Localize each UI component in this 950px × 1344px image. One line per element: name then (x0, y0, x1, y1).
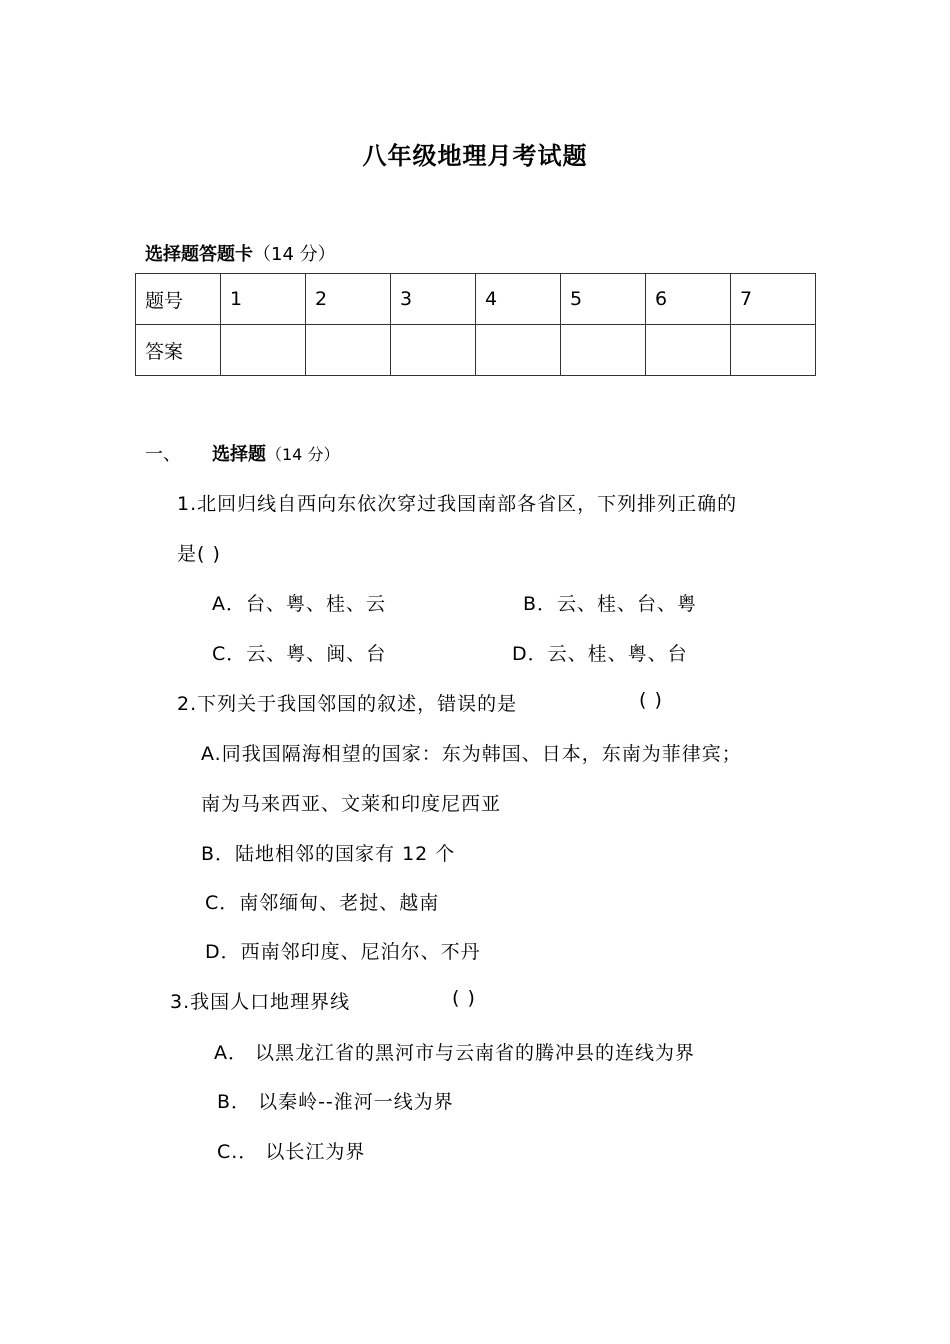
answer-cell[interactable] (646, 325, 731, 376)
q1-stem-line1: 1.北回归线自西向东依次穿过我国南部各省区，下列排列正确的 (177, 493, 738, 515)
answer-cell[interactable] (476, 325, 561, 376)
answer-cell[interactable] (306, 325, 391, 376)
answer-card-answer-row (136, 325, 816, 376)
q3-option-c: C.． 以长江为界 (217, 1141, 366, 1163)
section-title: 选择题 (212, 444, 266, 465)
q1-option-b: B．云、桂、台、粤 (523, 593, 698, 615)
q2-option-a-line2: 南为马来西亚、文莱和印度尼西亚 (201, 793, 502, 815)
question-number-cell: 4 (476, 274, 561, 325)
q3-option-a: A． 以黑龙江省的黑河市与云南省的腾冲县的连线为界 (214, 1042, 696, 1064)
q2-option-c: C．南邻缅甸、老挝、越南 (205, 892, 440, 914)
question-number-cell: 5 (561, 274, 646, 325)
q2-option-a-line1: A.同我国隔海相望的国家：东为韩国、日本，东南为菲律宾； (201, 743, 742, 765)
q1-option-c: C．云、粤、闽、台 (212, 643, 387, 665)
q2-option-d: D．西南邻印度、尼泊尔、不丹 (205, 941, 481, 963)
section-number: 一、 (145, 444, 181, 465)
section-heading (212, 440, 339, 466)
q2-stem: 2.下列关于我国邻国的叙述，错误的是 (177, 693, 518, 715)
question-number-cell: 7 (731, 274, 816, 325)
q1-option-d: D．云、桂、粤、台 (512, 643, 688, 665)
q1-stem-line2: 是( ) (177, 543, 221, 565)
q2-option-b: B．陆地相邻的国家有 12 个 (201, 843, 456, 865)
section-points: （14 分） (266, 445, 340, 464)
question-number-cell: 2 (306, 274, 391, 325)
question-number-cell: 1 (221, 274, 306, 325)
q3-stem: 3.我国人口地理界线 (170, 991, 351, 1013)
q1-option-a: A．台、粤、桂、云 (212, 593, 386, 615)
answer-card-number-row (136, 274, 816, 325)
answer-card-points: （14 分） (253, 244, 336, 265)
q2-answer-paren: ( ) (639, 689, 663, 711)
q3-option-b: B． 以秦岭--淮河一线为界 (217, 1091, 454, 1113)
answer-cell[interactable] (731, 325, 816, 376)
answer-cell[interactable] (391, 325, 476, 376)
q3-answer-paren: ( ) (452, 987, 476, 1009)
answer-cell[interactable] (221, 325, 306, 376)
row-header-answer: 答案 (136, 325, 221, 376)
answer-card-table (135, 273, 816, 376)
answer-card-label (145, 240, 336, 266)
page-title: 八年级地理月考试题 (362, 142, 588, 170)
question-number-cell: 3 (391, 274, 476, 325)
row-header-number: 题号 (136, 274, 221, 325)
answer-card-label-text: 选择题答题卡 (145, 244, 253, 265)
answer-cell[interactable] (561, 325, 646, 376)
question-number-cell: 6 (646, 274, 731, 325)
